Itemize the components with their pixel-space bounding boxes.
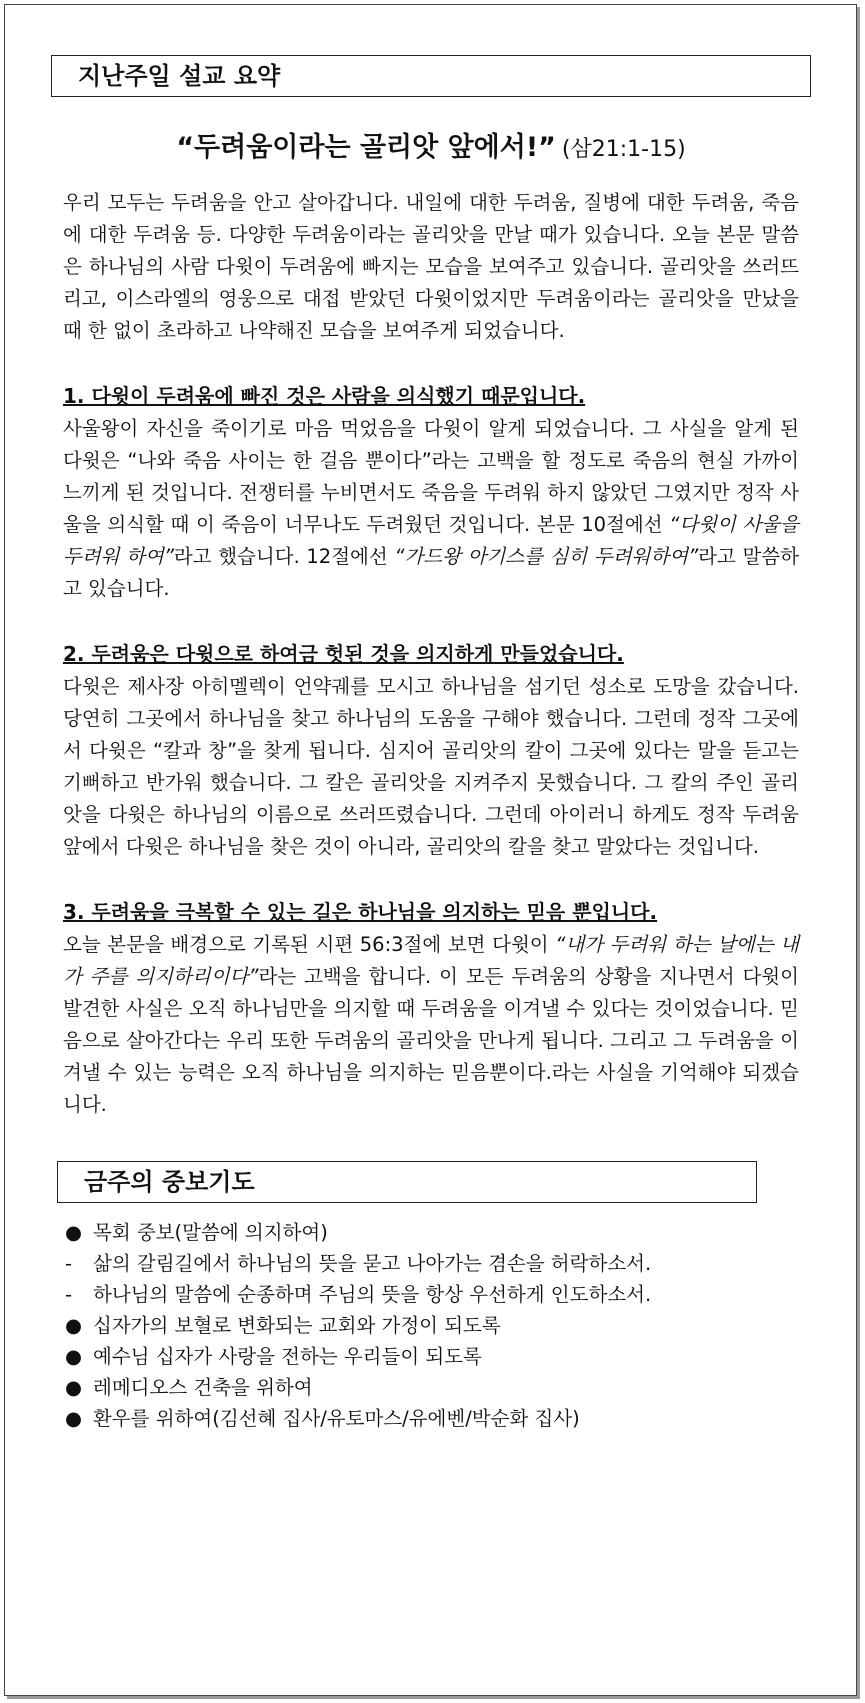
- prayer-list: [51, 1217, 811, 1434]
- prayer-item: [65, 1217, 811, 1248]
- point-1-quote-b: “가드왕 아기스를 심히 두려워하여”: [394, 545, 699, 568]
- point-3-heading: 3. 두려움을 극복할 수 있는 길은 하나님을 의지하는 믿음 뿐입니다.: [63, 900, 658, 924]
- point-1-heading: 1. 다윗이 두려움에 빠진 것은 사람을 의식했기 때문입니다.: [63, 384, 586, 408]
- point-2-heading: 2. 두려움은 다윗으로 하여금 헛된 것을 의지하게 만들었습니다.: [63, 642, 624, 666]
- prayer-item: [65, 1279, 811, 1310]
- prayer-section-header: 금주의 중보기도: [57, 1161, 757, 1203]
- prayer-item-text: 예수님 십자가 사랑을 전하는 우리들이 되도록: [93, 1345, 482, 1368]
- intro-paragraph: 우리 모두는 두려움을 안고 살아갑니다. 내일에 대한 두려움, 질병에 대한 두려움, 죽음에 대한 두려움 등. 다양한 두려움이라는 골리앗을 만날 때가 있습니다. 오늘 본문 말씀은 하나님의 사람 다윗이 두려움에 빠지는 모습을 보여주고 있습니다. 골리앗을 쓰러뜨리고, 이스라엘의 영웅으로 대접 받았던 다윗이었지만 두려움이라는 골리앗을 만났을 때 한 없이 초라하고 나약해진 모습을 보여주게 되었습니다.: [63, 191, 799, 342]
- prayer-item-text: 환우를 위하여(김선혜 집사/유토마스/유에벤/박순화 집사): [93, 1407, 580, 1430]
- bulletin-content: [51, 55, 811, 1434]
- point-1-body: [51, 413, 811, 605]
- point-3-text-a: 오늘 본문을 배경으로 기록된 시편 56:3절에 보면 다윗이: [63, 933, 556, 956]
- prayer-item-text: 목회 중보(말씀에 의지하여): [93, 1221, 328, 1244]
- scripture-reference: (삼21:1-15): [561, 137, 686, 162]
- bullet-marker: ●: [65, 1314, 83, 1337]
- prayer-item: [65, 1310, 811, 1341]
- sermon-section-header: 지난주일 설교 요약: [51, 55, 811, 97]
- bulletin-page: [4, 4, 857, 1696]
- point-1-text-b: 라고 했습니다. 12절에선: [173, 545, 395, 568]
- point-3-text-b: 라는 고백을 합니다. 이 모든 두려움의 상황을 지나면서 다윗이 발견한 사실은 오직 하나님만을 의지할 때 두려움을 이겨낼 수 있다는 것이었습니다. 믿음으로 살아간다는 우리 또한 두려움의 골리앗을 만나게 됩니다. 그리고 그 두려움을 이겨낼 수 있는 능력은 오직 하나님을 의지하는 믿음뿐이다.라는 사실을 기억해야 되겠습니다.: [63, 965, 799, 1116]
- point-2-paragraph: 다윗은 제사장 아히멜렉이 언약궤를 모시고 하나님을 섬기던 성소로 도망을 갔습니다. 당연히 그곳에서 하나님을 찾고 하나님의 도움을 구해야 했습니다. 그런데 정작 그곳에서 다윗은 “칼과 창”을 찾게 됩니다. 심지어 골리앗의 칼이 그곳에 있다는 말을 듣고는 기뻐하고 반가워 했습니다. 그 칼은 골리앗을 지켜주지 못했습니다. 그 칼의 주인 골리앗을 다윗은 하나님의 이름으로 쓰러뜨렸습니다. 그런데 아이러니 하게도 정작 두려움 앞에서 다윗은 하나님을 찾은 것이 아니라, 골리앗의 칼을 찾고 말았다는 것입니다.: [63, 675, 799, 858]
- point-1-text-c: 라고 말씀하고 있습니다.: [63, 545, 799, 600]
- prayer-item-text: 십자가의 보혈로 변화되는 교회와 가정이 되도록: [93, 1314, 501, 1337]
- point-3-paragraph: [63, 929, 799, 1121]
- dash-marker: -: [65, 1283, 73, 1306]
- sermon-intro: [51, 187, 811, 347]
- prayer-item: [65, 1248, 811, 1279]
- point-1-text-a: 사울왕이 자신을 죽이기로 마음 먹었음을 다윗이 알게 되었습니다. 그 사실을 알게 된 다윗은 “나와 죽음 사이는 한 걸음 뿐이다”라는 고백을 할 정도로 죽음의 현실 가까이 느끼게 된 것입니다. 전쟁터를 누비면서도 죽음을 두려워 하지 않았던 그였지만 정작 사울을 의식할 때 이 죽음이 너무나도 두려웠던 것입니다. 본문 10절에선: [63, 417, 799, 536]
- sermon-title-line: [51, 125, 811, 171]
- bullet-marker: ●: [65, 1221, 83, 1244]
- point-3-body: [51, 929, 811, 1121]
- prayer-item: [65, 1341, 811, 1372]
- point-2-body: [51, 671, 811, 863]
- bullet-marker: ●: [65, 1407, 83, 1430]
- dash-marker: -: [65, 1252, 73, 1275]
- prayer-item: [65, 1372, 811, 1403]
- sermon-title: “두려움이라는 골리앗 앞에서!”: [176, 132, 556, 163]
- prayer-item-text: 하나님의 말씀에 순종하며 주님의 뜻을 항상 우선하게 인도하소서.: [93, 1283, 652, 1306]
- bullet-marker: ●: [65, 1345, 83, 1368]
- point-1-paragraph: [63, 413, 799, 605]
- prayer-item: [65, 1403, 811, 1434]
- point-1-quote-a: “다윗이 사울을 두려워 하여”: [63, 513, 799, 568]
- point-3-quote-a: “내가 두려워 하는 날에는 내가 주를 의지하리이다”: [63, 933, 799, 988]
- prayer-item-text: 삶의 갈림길에서 하나님의 뜻을 묻고 나아가는 겸손을 허락하소서.: [93, 1252, 652, 1275]
- bullet-marker: ●: [65, 1376, 83, 1399]
- prayer-item-text: 레메디오스 건축을 위하여: [93, 1376, 313, 1399]
